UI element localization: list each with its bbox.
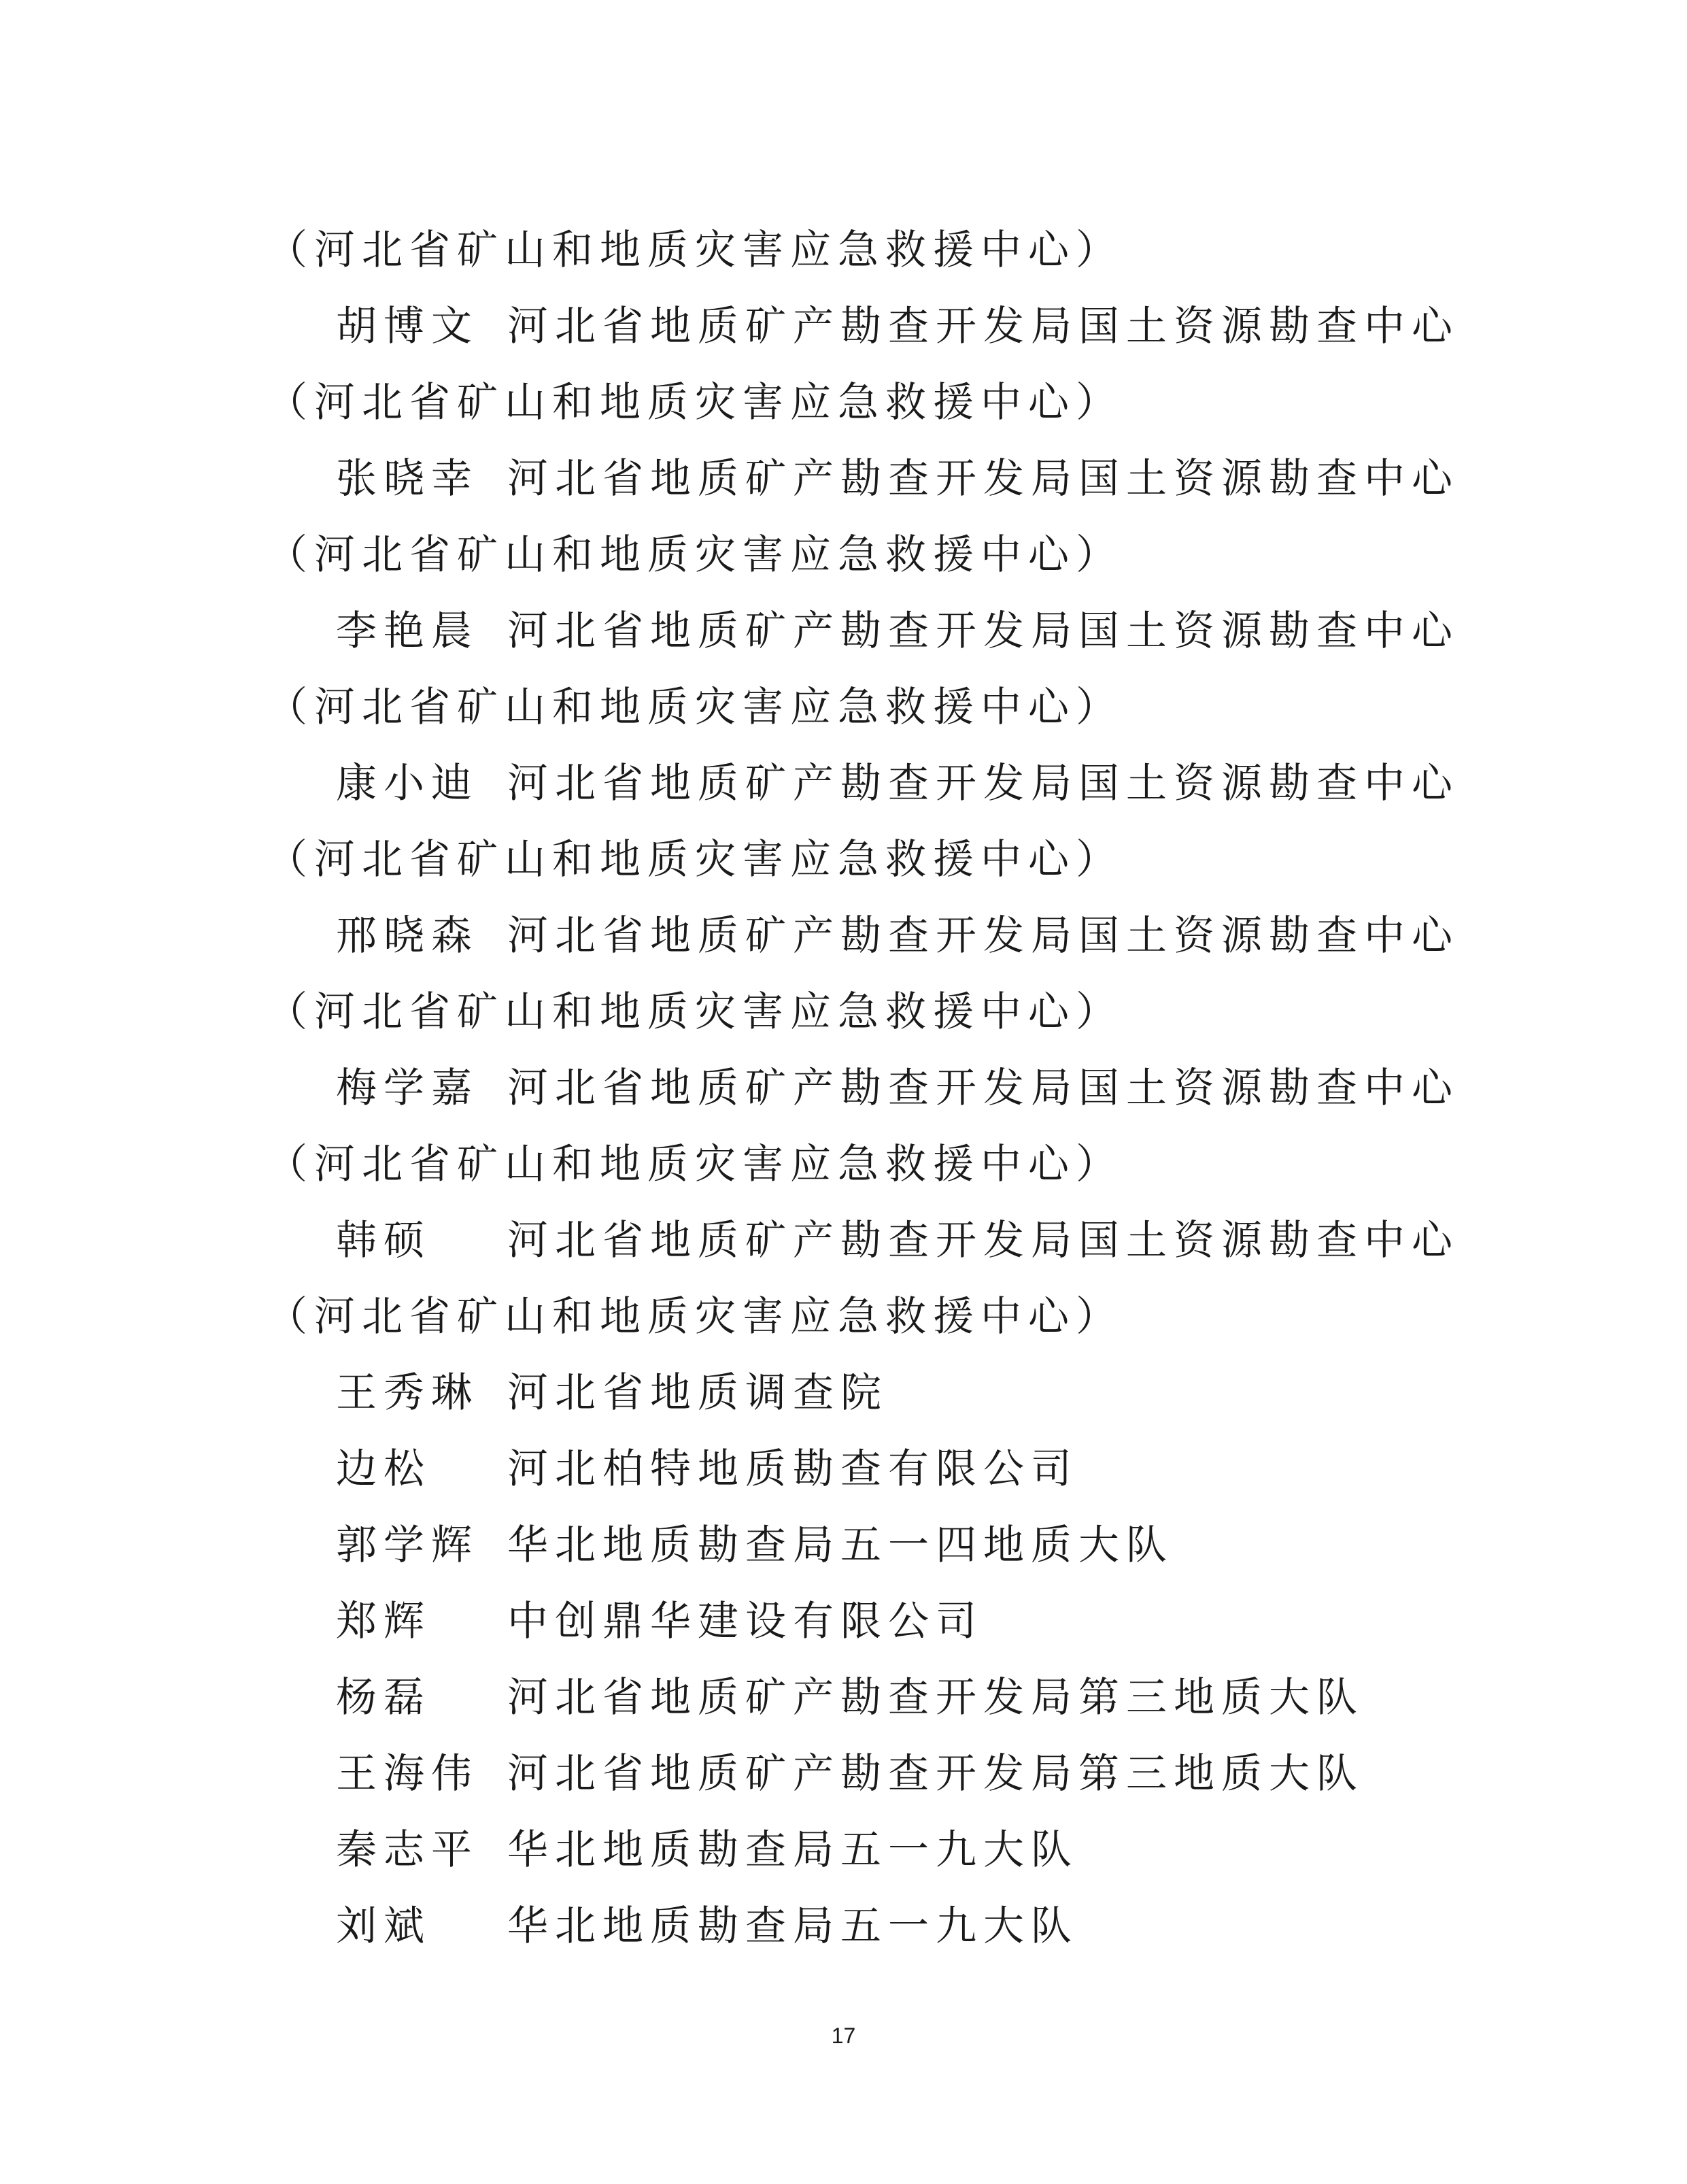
organization-name: 河北省地质矿产勘查开发局国土资源勘查中心 xyxy=(507,607,1459,655)
organization-name: 河北省地质矿产勘查开发局国土资源勘查中心 xyxy=(507,455,1459,503)
list-continuation-line: （河北省矿山和地质灾害应急救援中心） xyxy=(267,1293,1123,1341)
person-name: 王秀琳 xyxy=(336,1369,479,1417)
person-name: 李艳晨 xyxy=(336,607,479,655)
organization-name: 华北地质勘查局五一九大队 xyxy=(507,1826,1078,1874)
organization-name: 河北省地质矿产勘查开发局第三地质大队 xyxy=(507,1750,1364,1798)
organization-name: 华北地质勘查局五一四地质大队 xyxy=(507,1522,1174,1569)
organization-name: 河北省地质调查院 xyxy=(507,1369,888,1417)
person-name: 王海伟 xyxy=(336,1750,479,1798)
name-list xyxy=(267,212,1459,1964)
list-item xyxy=(267,288,1459,365)
list-continuation-line: （河北省矿山和地质灾害应急救援中心） xyxy=(267,988,1123,1036)
list-item xyxy=(267,1888,1409,1964)
organization-name: 华北地质勘查局五一九大队 xyxy=(507,1902,1078,1950)
list-item xyxy=(267,1203,1459,1279)
organization-name: 河北省地质矿产勘查开发局第三地质大队 xyxy=(507,1674,1364,1721)
list-item xyxy=(267,593,1459,669)
organization-name: 河北省地质矿产勘查开发局国土资源勘查中心 xyxy=(507,760,1459,807)
list-continuation-line: （河北省矿山和地质灾害应急救援中心） xyxy=(267,531,1123,579)
person-name: 杨磊 xyxy=(336,1674,431,1721)
person-name: 韩硕 xyxy=(336,1217,431,1264)
list-item xyxy=(267,898,1459,974)
organization-name: 河北省地质矿产勘查开发局国土资源勘查中心 xyxy=(507,1064,1459,1112)
person-name: 康小迪 xyxy=(336,760,479,807)
list-item xyxy=(267,1583,1409,1660)
list-item xyxy=(267,1050,1459,1126)
page-number: 17 xyxy=(831,2023,856,2048)
list-item xyxy=(267,1431,1409,1507)
person-name: 胡博文 xyxy=(336,303,479,350)
person-name: 梅学嘉 xyxy=(336,1064,479,1112)
list-item xyxy=(267,1812,1409,1888)
person-name: 秦志平 xyxy=(336,1826,479,1874)
list-item xyxy=(267,1507,1409,1583)
list-continuation-line: （河北省矿山和地质灾害应急救援中心） xyxy=(267,1141,1123,1188)
person-name: 郭学辉 xyxy=(336,1522,479,1569)
list-item xyxy=(267,441,1459,517)
person-name: 郑辉 xyxy=(336,1598,431,1645)
list-continuation-line: （河北省矿山和地质灾害应急救援中心） xyxy=(267,684,1123,731)
person-name: 邢晓森 xyxy=(336,912,479,960)
organization-name: 河北省地质矿产勘查开发局国土资源勘查中心 xyxy=(507,912,1459,960)
list-continuation-line: （河北省矿山和地质灾害应急救援中心） xyxy=(267,226,1123,274)
list-item xyxy=(267,1736,1409,1812)
list-item xyxy=(267,1660,1409,1736)
list-continuation-line: （河北省矿山和地质灾害应急救援中心） xyxy=(267,836,1123,884)
organization-name: 河北省地质矿产勘查开发局国土资源勘查中心 xyxy=(507,1217,1459,1264)
person-name: 刘斌 xyxy=(336,1902,431,1950)
person-name: 张晓幸 xyxy=(336,455,479,503)
organization-name: 中创鼎华建设有限公司 xyxy=(507,1598,983,1645)
person-name: 边松 xyxy=(336,1445,431,1493)
organization-name: 河北省地质矿产勘查开发局国土资源勘查中心 xyxy=(507,303,1459,350)
organization-name: 河北柏特地质勘查有限公司 xyxy=(507,1445,1078,1493)
list-continuation-line: （河北省矿山和地质灾害应急救援中心） xyxy=(267,379,1123,426)
list-item xyxy=(267,745,1459,822)
list-item xyxy=(267,1355,1409,1431)
